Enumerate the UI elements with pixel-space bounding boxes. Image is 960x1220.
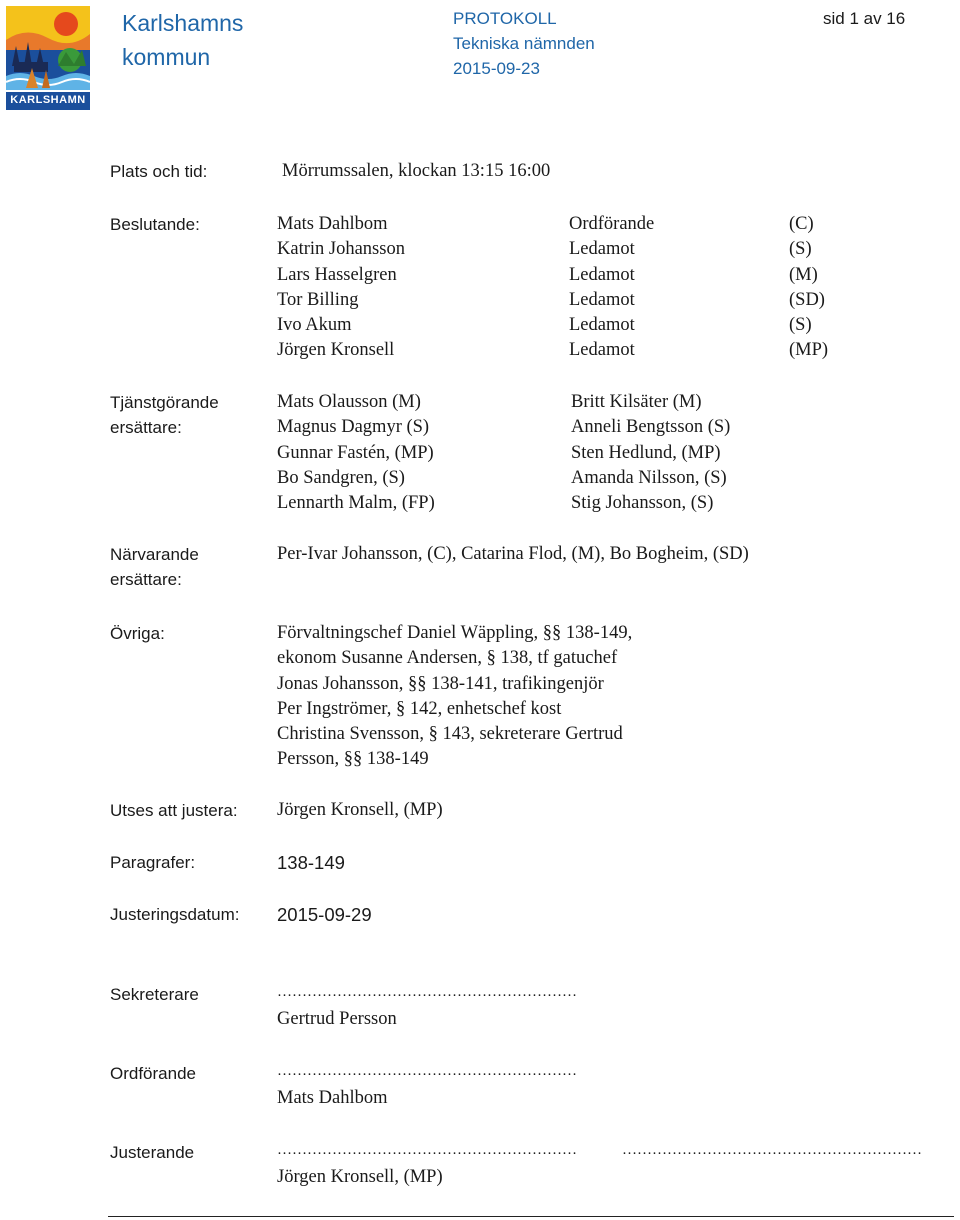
member-name: Mats Dahlbom xyxy=(277,214,388,234)
adjustment-date-value: 2015-09-29 xyxy=(277,904,372,925)
paragraphs-value: 138-149 xyxy=(277,852,345,873)
member-name: Tor Billing xyxy=(277,289,359,310)
footer-divider xyxy=(108,1216,954,1217)
secretary-signature-line: …………………………………………………… xyxy=(277,984,577,1000)
place-value: Mörrumssalen, klockan 13:15 16:00 xyxy=(282,161,551,181)
member-role: Ledamot xyxy=(569,315,635,336)
member-role: Ordförande xyxy=(569,214,655,234)
member-party: (M) xyxy=(789,264,818,285)
organization-name xyxy=(122,6,243,74)
member-role: Ledamot xyxy=(569,264,635,285)
member-party: (SD) xyxy=(789,289,825,310)
paragraphs-label: Paragrafer: xyxy=(110,853,196,872)
substitute-name: Bo Sandgren, (S) xyxy=(277,467,405,488)
serving-substitutes-col2 xyxy=(571,390,730,516)
others-line: Per Ingströmer, § 142, enhetschef kost xyxy=(277,698,562,719)
adjuster-signature-line: …………………………………………………… xyxy=(277,1142,577,1158)
logo-wordmark: KARLSHAMN xyxy=(10,94,86,106)
secretary-label: Sekreterare xyxy=(110,985,199,1004)
org-line-2: kommun xyxy=(122,44,211,70)
member-name: Jörgen Kronsell xyxy=(277,340,395,361)
serving-substitutes-label xyxy=(110,390,219,441)
others-line: Christina Svensson, § 143, sekreterare Gertrud xyxy=(277,724,623,745)
adjustment-date-label: Justeringsdatum: xyxy=(110,905,240,924)
secretary-name: Gertrud Persson xyxy=(277,1009,397,1029)
others-label: Övriga: xyxy=(110,624,165,643)
substitute-name: Sten Hedlund, (MP) xyxy=(571,442,721,463)
member-party: (S) xyxy=(789,315,812,336)
others-line: ekonom Susanne Andersen, § 138, tf gatuchef xyxy=(277,648,618,669)
label-line: Närvarande xyxy=(110,545,199,564)
member-role: Ledamot xyxy=(569,289,635,310)
member-name: Lars Hasselgren xyxy=(277,264,397,285)
substitute-name: Magnus Dagmyr (S) xyxy=(277,417,430,438)
page-indicator: sid 1 av 16 xyxy=(823,9,906,28)
chair-label: Ordförande xyxy=(110,1064,196,1083)
serving-substitutes-col1 xyxy=(277,390,435,516)
substitute-name: Amanda Nilsson, (S) xyxy=(571,467,727,488)
substitute-name: Lennarth Malm, (FP) xyxy=(277,493,435,514)
member-party: (S) xyxy=(789,239,812,260)
adjuster-value: Jörgen Kronsell, (MP) xyxy=(277,800,443,820)
present-substitutes-label xyxy=(110,542,199,593)
substitute-name: Britt Kilsäter (M) xyxy=(571,392,702,412)
member-party: (C) xyxy=(789,214,814,234)
member-party: (MP) xyxy=(789,340,829,361)
decision-makers-names xyxy=(277,212,405,364)
member-role: Ledamot xyxy=(569,239,635,260)
member-name: Ivo Akum xyxy=(277,315,352,336)
others-line: Persson, §§ 138-149 xyxy=(277,749,429,770)
present-substitutes-value: Per-Ivar Johansson, (C), Catarina Flod, (M), Bo Bogheim, (SD) xyxy=(277,544,749,564)
decision-makers-roles xyxy=(569,212,654,364)
adjuster-label: Utses att justera: xyxy=(110,801,238,820)
adjuster-sign-name: Jörgen Kronsell, (MP) xyxy=(277,1167,443,1187)
org-line-1: Karlshamns xyxy=(122,10,244,36)
substitute-name: Stig Johansson, (S) xyxy=(571,493,714,514)
place-label: Plats och tid: xyxy=(110,162,208,181)
decision-makers-parties xyxy=(789,212,828,364)
chair-signature-line: …………………………………………………… xyxy=(277,1063,577,1079)
others-line: Jonas Johansson, §§ 138-141, trafikingenjör xyxy=(277,673,604,694)
member-name: Katrin Johansson xyxy=(277,239,405,260)
meeting-date: 2015-09-23 xyxy=(453,59,540,78)
adjuster-signature-line-2: …………………………………………………… xyxy=(622,1142,922,1158)
others-line: Förvaltningschef Daniel Wäppling, §§ 138-149, xyxy=(277,623,633,643)
member-role: Ledamot xyxy=(569,340,635,361)
committee-name: Tekniska nämnden xyxy=(453,34,595,53)
document-header xyxy=(453,6,595,81)
label-line: ersättare: xyxy=(110,418,182,438)
chair-name: Mats Dahlbom xyxy=(277,1088,388,1108)
substitute-name: Anneli Bengtsson (S) xyxy=(571,417,731,438)
document-type: PROTOKOLL xyxy=(453,9,557,28)
label-line: Tjänstgörande xyxy=(110,393,219,412)
karlshamn-logo xyxy=(6,6,90,110)
decision-makers-label: Beslutande: xyxy=(110,215,200,234)
others-list xyxy=(277,621,632,773)
label-line: ersättare: xyxy=(110,570,182,590)
substitute-name: Mats Olausson (M) xyxy=(277,392,421,412)
substitute-name: Gunnar Fastén, (MP) xyxy=(277,442,434,463)
adjuster-sign-label: Justerande xyxy=(110,1143,195,1162)
